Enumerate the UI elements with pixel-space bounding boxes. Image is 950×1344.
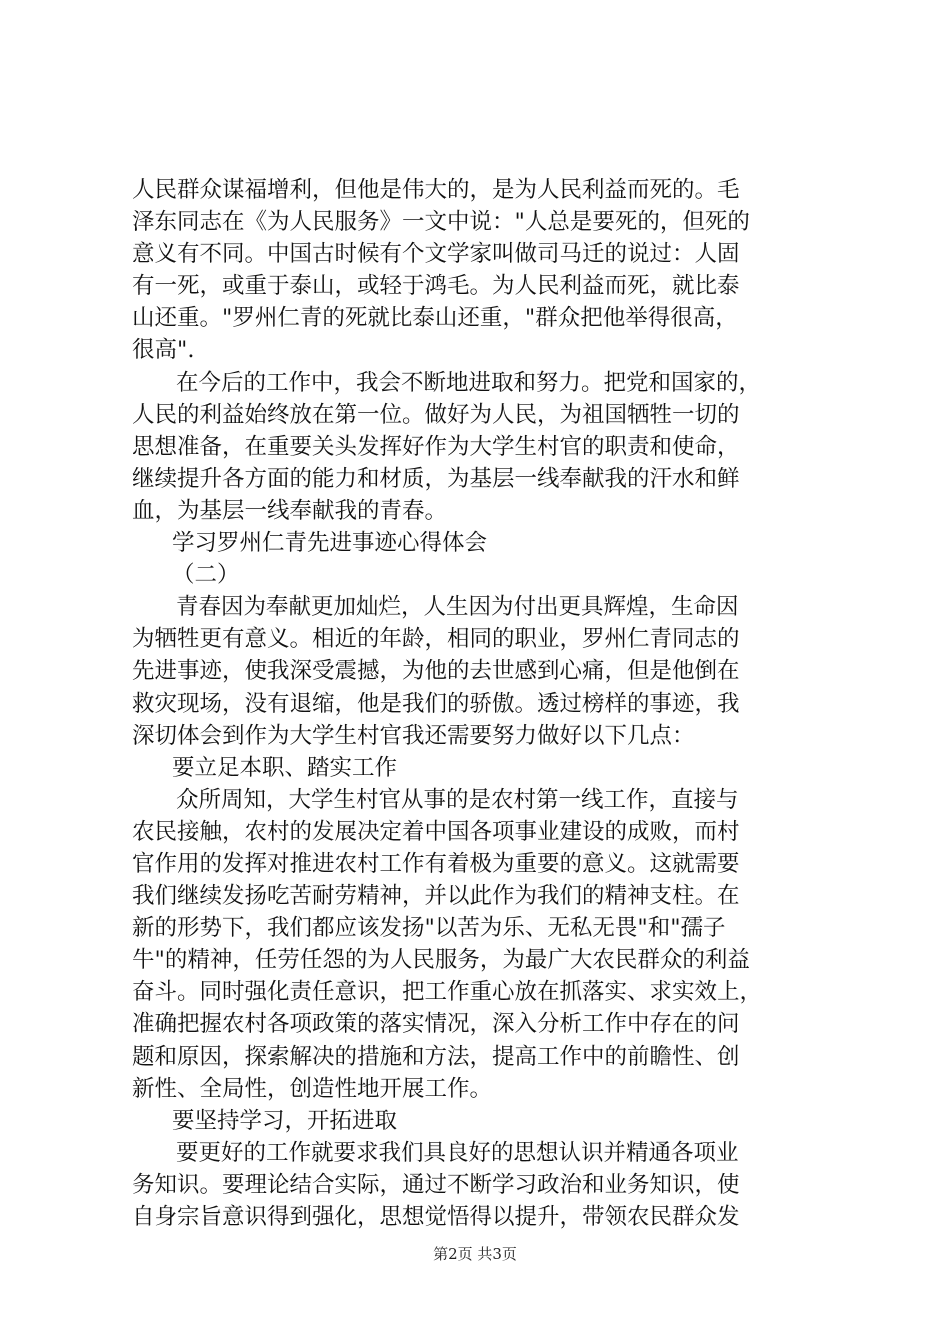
text-line: 有一死，或重于泰山，或轻于鸿毛。为人民利益而死，就比泰: [132, 273, 740, 300]
text-line: 农民接触，农村的发展决定着中国各项事业建设的成败，而村: [132, 818, 740, 845]
text-line: 深切体会到作为大学生村官我还需要努力做好以下几点：: [132, 722, 695, 749]
section-number: （二）: [172, 562, 240, 589]
paragraph-start-line: 青春因为奉献更加灿烂，人生因为付出更具辉煌，生命因: [176, 594, 739, 621]
section-title: 学习罗州仁青先进事迹心得体会: [172, 530, 488, 557]
page-number-label: 第2页 共3页: [433, 1245, 517, 1263]
text-line: 泽东同志在《为人民服务》一文中说："人总是要死的，但死的: [132, 209, 750, 236]
paragraph-start-line: 要更好的工作就要求我们具良好的思想认识并精通各项业: [176, 1139, 739, 1166]
text-line: 官作用的发挥对推进农村工作有着极为重要的意义。这就需要: [132, 850, 740, 877]
text-line: 先进事迹，使我深受震撼，为他的去世感到心痛，但是他倒在: [132, 658, 740, 685]
text-line: 准确把握农村各项政策的落实情况，深入分析工作中存在的问: [132, 1011, 740, 1038]
text-line: 意义有不同。中国古时候有个文学家叫做司马迁的说过：人固: [132, 241, 740, 268]
paragraph-start-line: 在今后的工作中，我会不断地进取和努力。把党和国家的，: [176, 369, 762, 396]
text-line: 山还重。"罗州仁青的死就比泰山还重，"群众把他举得很高，: [132, 305, 738, 332]
subheading: 要坚持学习，开拓进取: [172, 1107, 398, 1134]
text-line: 思想准备，在重要关头发挥好作为大学生村官的职责和使命，: [132, 433, 740, 460]
text-line: 新的形势下，我们都应该发扬"以苦为乐、无私无畏"和"孺子: [132, 915, 726, 942]
text-line: 我们继续发扬吃苦耐劳精神，并以此作为我们的精神支柱。在: [132, 883, 740, 910]
text-line: 自身宗旨意识得到强化，思想觉悟得以提升，带领农民群众发: [132, 1204, 740, 1230]
text-line: 为牺牲更有意义。相近的年龄，相同的职业，罗州仁青同志的: [132, 626, 740, 653]
text-line: 人民的利益始终放在第一位。做好为人民，为祖国牺牲一切的: [132, 401, 740, 428]
paragraph-start-line: 众所周知，大学生村官从事的是农村第一线工作，直接与: [176, 786, 739, 813]
text-line: 很高".: [132, 337, 195, 364]
text-line: 新性、全局性，创造性地开展工作。: [132, 1075, 493, 1102]
text-line: 继续提升各方面的能力和材质，为基层一线奉献我的汗水和鲜: [132, 465, 740, 492]
text-line: 务知识。要理论结合实际，通过不断学习政治和业务知识，使: [132, 1171, 740, 1198]
text-line: 血，为基层一线奉献我的青春。: [132, 497, 448, 524]
text-line: 救灾现场，没有退缩，他是我们的骄傲。透过榜样的事迹，我: [132, 690, 740, 717]
text-line: 人民群众谋福增利，但他是伟大的，是为人民利益而死的。毛: [132, 177, 740, 203]
text-line: 奋斗。同时强化责任意识，把工作重心放在抓落实、求实效上，: [132, 979, 763, 1006]
subheading: 要立足本职、踏实工作: [172, 754, 398, 781]
page-footer: [0, 1243, 950, 1264]
document-body: [132, 174, 844, 1233]
text-line: 题和原因，探索解决的措施和方法，提高工作中的前瞻性、创: [132, 1043, 740, 1070]
text-line: 牛"的精神，任劳任怨的为人民服务，为最广大农民群众的利益: [132, 947, 750, 974]
